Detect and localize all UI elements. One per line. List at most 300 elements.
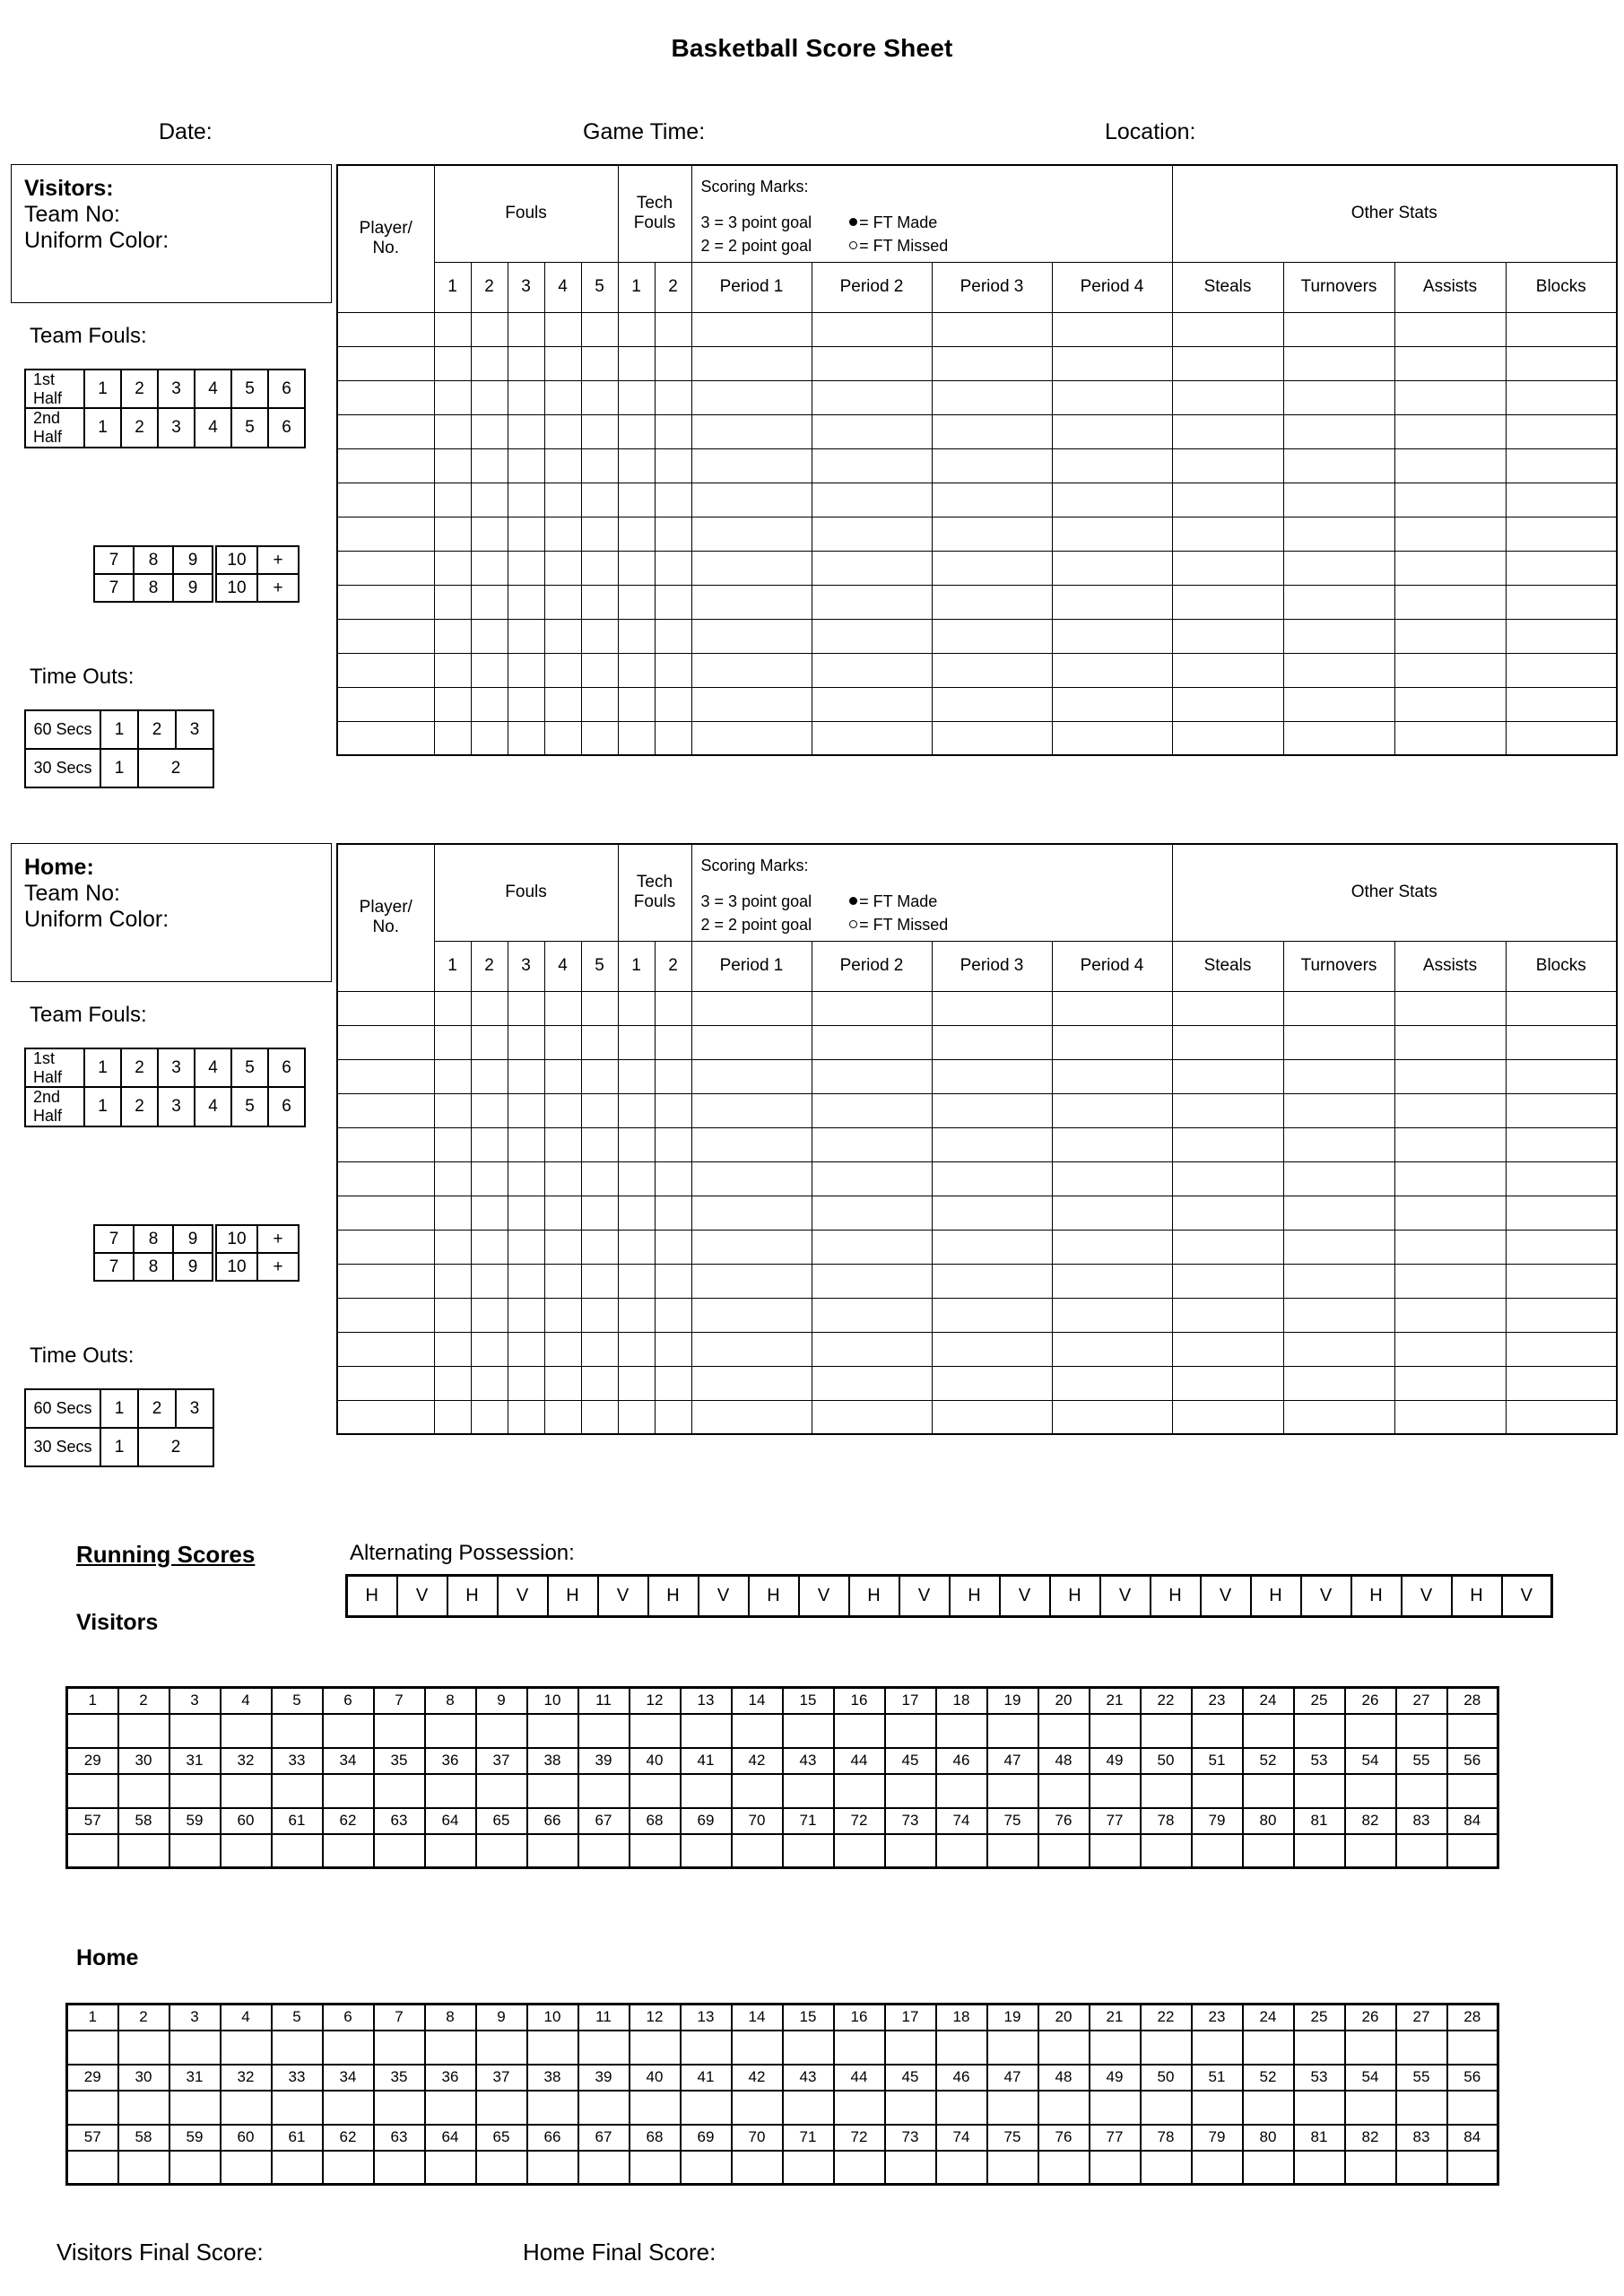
home-players-table[interactable]: [336, 843, 1618, 1435]
running-score-entry-cell[interactable]: [476, 1834, 527, 1868]
running-score-entry-cell[interactable]: [1294, 1834, 1345, 1868]
alternating-possession-cell[interactable]: H: [1151, 1576, 1201, 1617]
alternating-possession-cell[interactable]: H: [1050, 1576, 1100, 1617]
running-score-entry-cell[interactable]: [783, 2091, 834, 2125]
player-stat-cell[interactable]: [1172, 687, 1283, 721]
player-stat-cell[interactable]: [1283, 1298, 1394, 1332]
player-stat-cell[interactable]: [812, 483, 932, 517]
player-stat-cell[interactable]: [434, 1161, 471, 1196]
player-stat-cell[interactable]: [1283, 1127, 1394, 1161]
running-score-entry-cell[interactable]: [1447, 1774, 1498, 1808]
player-stat-cell[interactable]: [618, 991, 655, 1025]
player-stat-cell[interactable]: [581, 1127, 618, 1161]
player-stat-cell[interactable]: [581, 551, 618, 585]
running-score-entry-cell[interactable]: [1038, 1774, 1090, 1808]
player-stat-cell[interactable]: [544, 346, 581, 380]
running-score-entry-cell[interactable]: [936, 2151, 987, 2185]
running-score-entry-cell[interactable]: [578, 1714, 630, 1748]
player-stat-cell[interactable]: [544, 1025, 581, 1059]
running-score-entry-cell[interactable]: [987, 1714, 1038, 1748]
player-stat-cell[interactable]: [1506, 653, 1617, 687]
running-score-entry-cell[interactable]: [783, 1834, 834, 1868]
player-stat-cell[interactable]: [471, 517, 508, 551]
running-score-entry-cell[interactable]: [1243, 2151, 1294, 2185]
running-score-entry-cell[interactable]: [1141, 1774, 1192, 1808]
tf-ext-cell[interactable]: 9: [173, 574, 213, 602]
to-cell[interactable]: 2: [138, 1428, 213, 1466]
player-stat-cell[interactable]: [691, 346, 812, 380]
player-stat-cell[interactable]: [337, 1059, 434, 1093]
alternating-possession-cell[interactable]: V: [1402, 1576, 1452, 1617]
running-score-entry-cell[interactable]: [323, 2151, 374, 2185]
table-row[interactable]: [337, 1400, 1617, 1434]
tf-ext-cell[interactable]: +: [257, 574, 299, 602]
player-stat-cell[interactable]: [337, 1332, 434, 1366]
running-score-entry-cell[interactable]: [1141, 1714, 1192, 1748]
player-stat-cell[interactable]: [618, 346, 655, 380]
tf-ext-cell[interactable]: +: [257, 546, 299, 574]
player-stat-cell[interactable]: [471, 1127, 508, 1161]
tf-cell[interactable]: 6: [268, 1087, 305, 1126]
player-stat-cell[interactable]: [655, 346, 691, 380]
player-stat-cell[interactable]: [1052, 448, 1172, 483]
player-stat-cell[interactable]: [471, 1025, 508, 1059]
player-stat-cell[interactable]: [544, 687, 581, 721]
table-row[interactable]: [337, 1264, 1617, 1298]
player-stat-cell[interactable]: [1394, 687, 1506, 721]
running-score-entry-cell[interactable]: [169, 1774, 221, 1808]
player-stat-cell[interactable]: [337, 1161, 434, 1196]
running-score-entry-cell[interactable]: [578, 2151, 630, 2185]
alternating-possession-cell[interactable]: V: [498, 1576, 548, 1617]
player-stat-cell[interactable]: [581, 448, 618, 483]
player-stat-cell[interactable]: [1172, 585, 1283, 619]
table-row[interactable]: [25, 1087, 305, 1126]
player-stat-cell[interactable]: [508, 1196, 544, 1230]
running-score-entry-cell[interactable]: [272, 1834, 323, 1868]
home-player-rows-body[interactable]: [337, 991, 1617, 1434]
running-score-entry-cell[interactable]: [1090, 2031, 1141, 2065]
running-score-entry-cell[interactable]: [885, 2151, 936, 2185]
player-stat-cell[interactable]: [618, 1230, 655, 1264]
player-stat-cell[interactable]: [1052, 1264, 1172, 1298]
player-stat-cell[interactable]: [655, 1161, 691, 1196]
running-score-entry-cell[interactable]: [1141, 2091, 1192, 2125]
table-row[interactable]: [25, 1389, 213, 1428]
tf-cell[interactable]: 1: [84, 1048, 121, 1087]
player-stat-cell[interactable]: [1172, 991, 1283, 1025]
table-row[interactable]: [25, 1428, 213, 1466]
running-score-entry-cell[interactable]: [885, 1774, 936, 1808]
running-score-entry-cell[interactable]: [118, 2031, 169, 2065]
player-stat-cell[interactable]: [618, 653, 655, 687]
player-stat-cell[interactable]: [1283, 483, 1394, 517]
running-score-entry-cell[interactable]: [630, 2091, 681, 2125]
table-row[interactable]: [337, 380, 1617, 414]
running-score-entry-cell[interactable]: [834, 1714, 885, 1748]
table-row[interactable]: [337, 721, 1617, 755]
running-score-entry-cell[interactable]: [1345, 1714, 1396, 1748]
player-stat-cell[interactable]: [1052, 1196, 1172, 1230]
running-score-entry-cell[interactable]: [476, 2091, 527, 2125]
player-stat-cell[interactable]: [932, 1093, 1052, 1127]
player-stat-cell[interactable]: [932, 1230, 1052, 1264]
player-stat-cell[interactable]: [1394, 551, 1506, 585]
player-stat-cell[interactable]: [655, 991, 691, 1025]
home-running-score-grid[interactable]: [65, 2003, 1499, 2186]
running-score-entry-cell[interactable]: [1192, 2031, 1243, 2065]
running-score-entry-cell[interactable]: [578, 1774, 630, 1808]
player-stat-cell[interactable]: [1394, 585, 1506, 619]
running-score-entry-cell[interactable]: [987, 2151, 1038, 2185]
running-score-entry-cell[interactable]: [1038, 1834, 1090, 1868]
player-stat-cell[interactable]: [471, 1161, 508, 1196]
player-stat-cell[interactable]: [812, 1127, 932, 1161]
player-stat-cell[interactable]: [655, 687, 691, 721]
tf-cell[interactable]: 4: [195, 408, 231, 447]
player-stat-cell[interactable]: [1052, 619, 1172, 653]
player-stat-cell[interactable]: [1283, 346, 1394, 380]
running-score-entry-row[interactable]: [67, 1714, 1498, 1748]
player-stat-cell[interactable]: [655, 653, 691, 687]
running-score-entry-cell[interactable]: [1090, 1834, 1141, 1868]
player-stat-cell[interactable]: [434, 551, 471, 585]
player-stat-cell[interactable]: [932, 1400, 1052, 1434]
player-stat-cell[interactable]: [337, 1025, 434, 1059]
player-stat-cell[interactable]: [812, 1366, 932, 1400]
home-rs-body[interactable]: [67, 2005, 1498, 2185]
player-stat-cell[interactable]: [544, 448, 581, 483]
player-stat-cell[interactable]: [581, 619, 618, 653]
table-row[interactable]: [337, 483, 1617, 517]
player-stat-cell[interactable]: [508, 448, 544, 483]
running-score-entry-cell[interactable]: [987, 1774, 1038, 1808]
player-stat-cell[interactable]: [581, 1400, 618, 1434]
running-score-entry-cell[interactable]: [272, 1714, 323, 1748]
running-score-entry-cell[interactable]: [221, 2151, 272, 2185]
player-stat-cell[interactable]: [1283, 414, 1394, 448]
player-stat-cell[interactable]: [812, 517, 932, 551]
player-stat-cell[interactable]: [581, 1161, 618, 1196]
player-stat-cell[interactable]: [471, 687, 508, 721]
player-stat-cell[interactable]: [812, 1196, 932, 1230]
player-stat-cell[interactable]: [691, 1400, 812, 1434]
player-stat-cell[interactable]: [812, 653, 932, 687]
home-team-fouls-ext-left[interactable]: [93, 1224, 213, 1282]
player-stat-cell[interactable]: [618, 312, 655, 346]
to-cell[interactable]: 2: [138, 749, 213, 787]
player-stat-cell[interactable]: [434, 1025, 471, 1059]
running-score-entry-cell[interactable]: [732, 1774, 783, 1808]
player-stat-cell[interactable]: [691, 1298, 812, 1332]
player-stat-cell[interactable]: [337, 1230, 434, 1264]
running-score-entry-cell[interactable]: [67, 1834, 118, 1868]
player-stat-cell[interactable]: [581, 1264, 618, 1298]
player-stat-cell[interactable]: [434, 1366, 471, 1400]
running-score-entry-cell[interactable]: [1396, 2151, 1447, 2185]
player-stat-cell[interactable]: [1283, 619, 1394, 653]
running-score-entry-cell[interactable]: [374, 2031, 425, 2065]
running-score-entry-cell[interactable]: [936, 2091, 987, 2125]
running-score-entry-cell[interactable]: [1038, 2031, 1090, 2065]
player-stat-cell[interactable]: [618, 1298, 655, 1332]
player-stat-cell[interactable]: [471, 585, 508, 619]
table-row[interactable]: [337, 1127, 1617, 1161]
running-score-entry-cell[interactable]: [374, 1714, 425, 1748]
player-stat-cell[interactable]: [1506, 619, 1617, 653]
tf-cell[interactable]: 2: [121, 1048, 158, 1087]
running-score-entry-cell[interactable]: [425, 1714, 476, 1748]
running-score-entry-cell[interactable]: [987, 2031, 1038, 2065]
player-stat-cell[interactable]: [1052, 414, 1172, 448]
player-stat-cell[interactable]: [932, 619, 1052, 653]
player-stat-cell[interactable]: [471, 619, 508, 653]
running-score-entry-cell[interactable]: [527, 1834, 578, 1868]
table-row[interactable]: [337, 1025, 1617, 1059]
running-score-entry-cell[interactable]: [1396, 1714, 1447, 1748]
home-timeouts-table[interactable]: [24, 1388, 214, 1467]
player-stat-cell[interactable]: [812, 346, 932, 380]
running-score-entry-cell[interactable]: [732, 1714, 783, 1748]
running-score-entry-cell[interactable]: [1396, 1774, 1447, 1808]
player-stat-cell[interactable]: [337, 991, 434, 1025]
running-score-entry-cell[interactable]: [1243, 1774, 1294, 1808]
player-stat-cell[interactable]: [337, 653, 434, 687]
to-cell[interactable]: 1: [100, 710, 138, 749]
tf-ext-cell[interactable]: +: [257, 1253, 299, 1281]
running-score-entry-cell[interactable]: [732, 1834, 783, 1868]
player-stat-cell[interactable]: [1172, 448, 1283, 483]
table-row[interactable]: [94, 574, 213, 602]
player-stat-cell[interactable]: [618, 619, 655, 653]
player-stat-cell[interactable]: [337, 721, 434, 755]
running-score-entry-cell[interactable]: [272, 2031, 323, 2065]
player-stat-cell[interactable]: [337, 1400, 434, 1434]
player-stat-cell[interactable]: [1394, 1264, 1506, 1298]
player-stat-cell[interactable]: [337, 1298, 434, 1332]
player-stat-cell[interactable]: [1506, 1025, 1617, 1059]
alternating-possession-cell[interactable]: V: [1502, 1576, 1552, 1617]
player-stat-cell[interactable]: [581, 1025, 618, 1059]
running-score-entry-cell[interactable]: [681, 1834, 732, 1868]
visitors-players-table[interactable]: [336, 164, 1618, 756]
player-stat-cell[interactable]: [812, 687, 932, 721]
player-stat-cell[interactable]: [1506, 517, 1617, 551]
player-stat-cell[interactable]: [508, 312, 544, 346]
player-stat-cell[interactable]: [618, 1400, 655, 1434]
tf-cell[interactable]: 3: [158, 1048, 195, 1087]
player-stat-cell[interactable]: [508, 619, 544, 653]
player-stat-cell[interactable]: [1394, 619, 1506, 653]
player-stat-cell[interactable]: [1172, 346, 1283, 380]
running-score-entry-cell[interactable]: [1141, 2151, 1192, 2185]
player-stat-cell[interactable]: [1052, 1230, 1172, 1264]
running-score-entry-cell[interactable]: [1090, 2151, 1141, 2185]
player-stat-cell[interactable]: [471, 380, 508, 414]
running-score-entry-cell[interactable]: [527, 2151, 578, 2185]
running-score-entry-row[interactable]: [67, 1834, 1498, 1868]
player-stat-cell[interactable]: [1506, 448, 1617, 483]
player-stat-cell[interactable]: [932, 585, 1052, 619]
player-stat-cell[interactable]: [691, 1161, 812, 1196]
player-stat-cell[interactable]: [691, 1366, 812, 1400]
table-row[interactable]: [25, 370, 305, 408]
alternating-possession-cell[interactable]: H: [849, 1576, 899, 1617]
running-score-entry-cell[interactable]: [425, 1834, 476, 1868]
running-score-entry-cell[interactable]: [425, 2151, 476, 2185]
alt-poss-body[interactable]: [347, 1576, 1552, 1617]
player-stat-cell[interactable]: [655, 1366, 691, 1400]
player-stat-cell[interactable]: [691, 991, 812, 1025]
player-stat-cell[interactable]: [655, 1127, 691, 1161]
running-score-entry-cell[interactable]: [221, 2091, 272, 2125]
player-stat-cell[interactable]: [655, 1400, 691, 1434]
alternating-possession-cell[interactable]: V: [1100, 1576, 1151, 1617]
player-stat-cell[interactable]: [812, 448, 932, 483]
player-stat-cell[interactable]: [434, 483, 471, 517]
player-stat-cell[interactable]: [812, 721, 932, 755]
player-stat-cell[interactable]: [581, 585, 618, 619]
player-stat-cell[interactable]: [434, 1264, 471, 1298]
player-stat-cell[interactable]: [434, 1059, 471, 1093]
running-score-entry-cell[interactable]: [1447, 2091, 1498, 2125]
player-stat-cell[interactable]: [618, 448, 655, 483]
running-score-entry-cell[interactable]: [1192, 1834, 1243, 1868]
player-stat-cell[interactable]: [932, 1298, 1052, 1332]
player-stat-cell[interactable]: [1172, 1196, 1283, 1230]
player-stat-cell[interactable]: [508, 1025, 544, 1059]
running-score-entry-cell[interactable]: [783, 2151, 834, 2185]
player-stat-cell[interactable]: [1394, 1196, 1506, 1230]
player-stat-cell[interactable]: [1052, 1059, 1172, 1093]
player-stat-cell[interactable]: [1283, 380, 1394, 414]
player-stat-cell[interactable]: [337, 619, 434, 653]
player-stat-cell[interactable]: [337, 312, 434, 346]
running-score-entry-cell[interactable]: [1192, 2091, 1243, 2125]
player-stat-cell[interactable]: [1283, 585, 1394, 619]
tf-ext-cell[interactable]: 9: [173, 546, 213, 574]
running-score-entry-row[interactable]: [67, 2031, 1498, 2065]
player-stat-cell[interactable]: [932, 991, 1052, 1025]
player-stat-cell[interactable]: [1394, 1093, 1506, 1127]
player-stat-cell[interactable]: [812, 1093, 932, 1127]
running-score-entry-cell[interactable]: [1192, 2151, 1243, 2185]
player-stat-cell[interactable]: [1172, 483, 1283, 517]
visitors-team-fouls-table[interactable]: [24, 369, 306, 448]
player-stat-cell[interactable]: [1052, 1366, 1172, 1400]
running-score-entry-cell[interactable]: [425, 2031, 476, 2065]
running-score-entry-cell[interactable]: [1396, 2031, 1447, 2065]
player-stat-cell[interactable]: [1172, 1161, 1283, 1196]
alternating-possession-cell[interactable]: H: [347, 1576, 397, 1617]
player-stat-cell[interactable]: [655, 448, 691, 483]
table-row[interactable]: [337, 448, 1617, 483]
player-stat-cell[interactable]: [544, 1196, 581, 1230]
player-stat-cell[interactable]: [1283, 517, 1394, 551]
table-row[interactable]: [337, 1059, 1617, 1093]
player-stat-cell[interactable]: [691, 1264, 812, 1298]
player-stat-cell[interactable]: [1283, 1161, 1394, 1196]
running-score-entry-cell[interactable]: [1294, 1714, 1345, 1748]
player-stat-cell[interactable]: [471, 1264, 508, 1298]
running-score-entry-cell[interactable]: [323, 2031, 374, 2065]
player-stat-cell[interactable]: [618, 1161, 655, 1196]
player-stat-cell[interactable]: [581, 1298, 618, 1332]
player-stat-cell[interactable]: [337, 687, 434, 721]
player-stat-cell[interactable]: [1283, 448, 1394, 483]
running-score-entry-cell[interactable]: [272, 2151, 323, 2185]
running-score-entry-cell[interactable]: [1192, 1714, 1243, 1748]
player-stat-cell[interactable]: [618, 1025, 655, 1059]
player-stat-cell[interactable]: [508, 1332, 544, 1366]
player-stat-cell[interactable]: [337, 1127, 434, 1161]
player-stat-cell[interactable]: [932, 551, 1052, 585]
tf-cell[interactable]: 6: [268, 370, 305, 408]
running-score-entry-cell[interactable]: [323, 1834, 374, 1868]
tf-ext-cell[interactable]: 10: [216, 546, 257, 574]
player-stat-cell[interactable]: [691, 687, 812, 721]
running-score-entry-cell[interactable]: [1090, 2091, 1141, 2125]
player-stat-cell[interactable]: [434, 1332, 471, 1366]
player-stat-cell[interactable]: [434, 1298, 471, 1332]
player-stat-cell[interactable]: [434, 448, 471, 483]
to-cell[interactable]: 1: [100, 1428, 138, 1466]
player-stat-cell[interactable]: [1052, 721, 1172, 755]
player-stat-cell[interactable]: [1506, 346, 1617, 380]
running-score-entry-cell[interactable]: [1294, 1774, 1345, 1808]
player-stat-cell[interactable]: [337, 414, 434, 448]
player-stat-cell[interactable]: [655, 312, 691, 346]
player-stat-cell[interactable]: [655, 483, 691, 517]
player-stat-cell[interactable]: [1506, 1400, 1617, 1434]
table-row[interactable]: [337, 1332, 1617, 1366]
running-score-entry-cell[interactable]: [1243, 1714, 1294, 1748]
player-stat-cell[interactable]: [1394, 1161, 1506, 1196]
player-stat-cell[interactable]: [618, 1366, 655, 1400]
player-stat-cell[interactable]: [932, 653, 1052, 687]
running-score-entry-cell[interactable]: [783, 2031, 834, 2065]
player-stat-cell[interactable]: [544, 380, 581, 414]
player-stat-cell[interactable]: [618, 585, 655, 619]
home-team-fouls-table[interactable]: [24, 1048, 306, 1127]
alternating-possession-table[interactable]: [345, 1574, 1553, 1618]
running-score-entry-cell[interactable]: [221, 1774, 272, 1808]
alternating-possession-cell[interactable]: H: [1351, 1576, 1402, 1617]
player-stat-cell[interactable]: [434, 585, 471, 619]
running-score-entry-cell[interactable]: [1345, 1774, 1396, 1808]
running-score-entry-cell[interactable]: [476, 1774, 527, 1808]
player-stat-cell[interactable]: [508, 653, 544, 687]
player-stat-cell[interactable]: [691, 448, 812, 483]
to-cell[interactable]: 3: [176, 1389, 213, 1428]
alternating-possession-cell[interactable]: V: [397, 1576, 447, 1617]
player-stat-cell[interactable]: [812, 1400, 932, 1434]
running-score-entry-cell[interactable]: [936, 1774, 987, 1808]
player-stat-cell[interactable]: [544, 1298, 581, 1332]
player-stat-cell[interactable]: [508, 1366, 544, 1400]
running-score-entry-cell[interactable]: [987, 2091, 1038, 2125]
alternating-possession-cell[interactable]: V: [699, 1576, 749, 1617]
player-stat-cell[interactable]: [1052, 483, 1172, 517]
tf-ext-cell[interactable]: 7: [94, 574, 134, 602]
player-stat-cell[interactable]: [508, 414, 544, 448]
running-score-entry-cell[interactable]: [1090, 1774, 1141, 1808]
player-stat-cell[interactable]: [471, 1332, 508, 1366]
to-cell[interactable]: 2: [138, 1389, 176, 1428]
tf-cell[interactable]: 5: [231, 1048, 268, 1087]
player-stat-cell[interactable]: [812, 1332, 932, 1366]
player-stat-cell[interactable]: [1394, 380, 1506, 414]
